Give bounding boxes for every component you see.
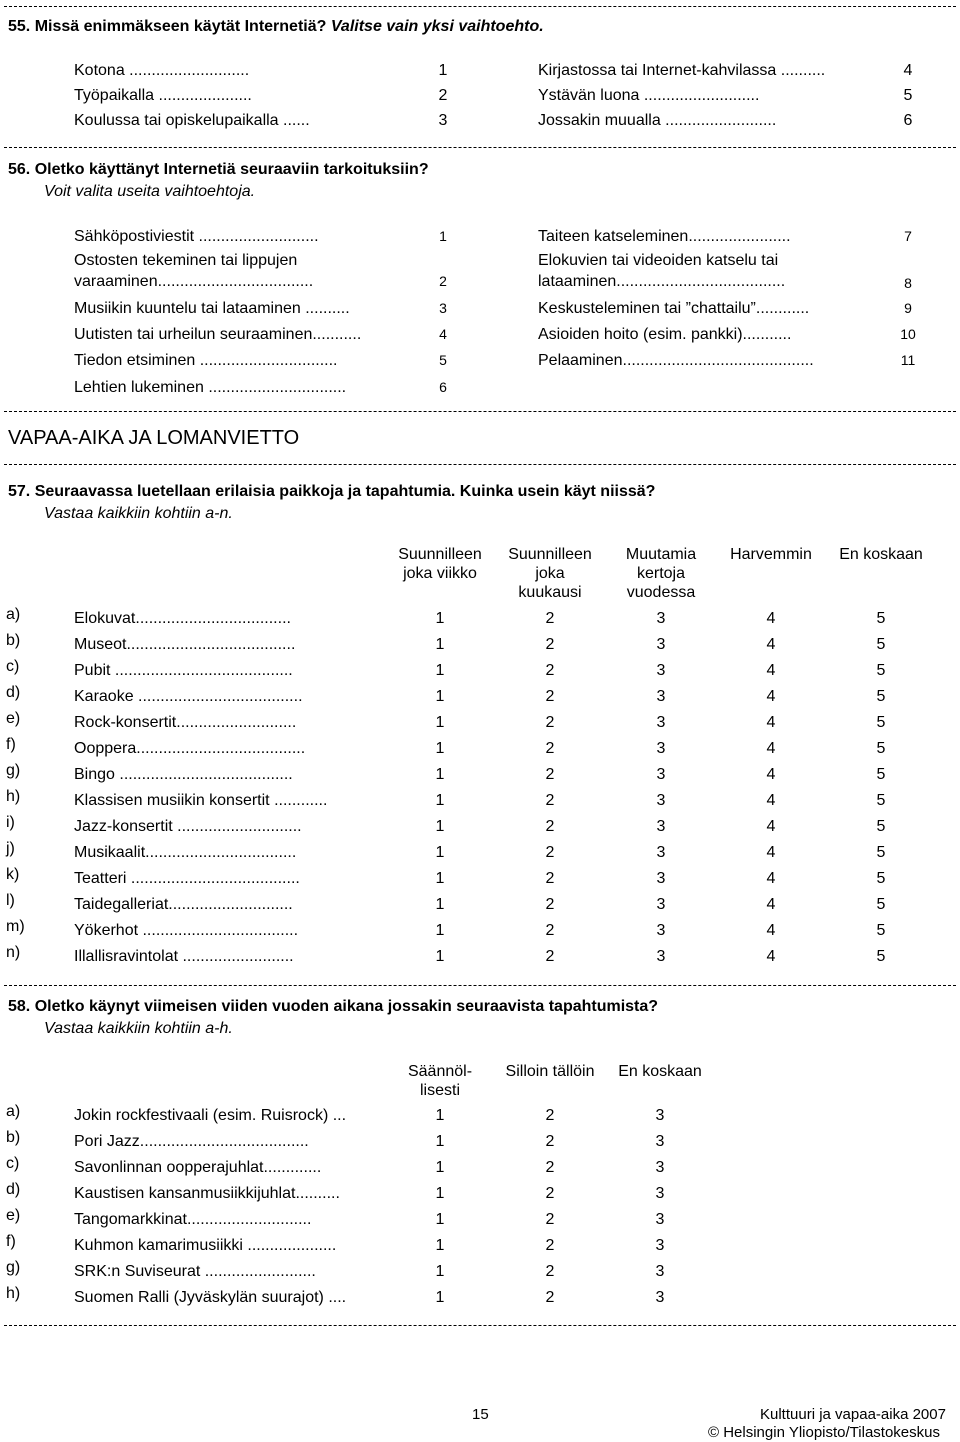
q56-option-code[interactable]: 5 [439, 352, 447, 368]
separator [4, 464, 956, 465]
answer-code[interactable]: 3 [656, 948, 666, 965]
q55-option-label: Kotona ........................... [74, 62, 250, 79]
answer-code[interactable]: 3 [655, 1237, 665, 1254]
q56-option-code[interactable]: 4 [439, 326, 447, 342]
column-header-line: Silloin tällöin [505, 1063, 595, 1080]
column-header-line: joka viikko [403, 565, 477, 582]
answer-code[interactable]: 4 [766, 818, 776, 835]
question-number: 55. [8, 18, 31, 35]
row-label: Teatteri ...................................... [74, 870, 300, 887]
answer-code[interactable]: 1 [435, 1237, 445, 1254]
row-letter: j) [6, 840, 15, 857]
column-header-line: En koskaan [618, 1063, 702, 1080]
row-letter: i) [6, 814, 15, 831]
q56-option-code[interactable]: 10 [900, 326, 916, 342]
answer-code[interactable]: 4 [766, 948, 776, 965]
answer-code[interactable]: 5 [876, 922, 886, 939]
row-letter: e) [6, 710, 21, 727]
answer-code[interactable]: 4 [766, 662, 776, 679]
row-letter: m) [6, 918, 25, 935]
answer-code[interactable]: 5 [876, 948, 886, 965]
column-header [605, 1062, 715, 1081]
answer-code[interactable]: 5 [876, 896, 886, 913]
row-label: Illallisravintolat ......................... [74, 948, 294, 965]
row-letter: a) [6, 606, 21, 623]
answer-code[interactable]: 4 [766, 766, 776, 783]
question-58-heading [8, 997, 658, 1016]
row-label: Kuhmon kamarimusiikki .................... [74, 1237, 337, 1254]
answer-code[interactable]: 2 [545, 1159, 555, 1176]
answer-code[interactable]: 5 [876, 844, 886, 861]
answer-code[interactable]: 1 [435, 740, 445, 757]
row-label: Ooppera...................................... [74, 740, 306, 757]
answer-code[interactable]: 2 [545, 922, 555, 939]
column-header-line: Suunnilleen [398, 546, 482, 563]
column-header-line: kuukausi [518, 584, 582, 601]
answer-code[interactable]: 4 [766, 792, 776, 809]
q55-option-code[interactable]: 3 [438, 112, 448, 129]
answer-code[interactable]: 3 [656, 688, 666, 705]
answer-code[interactable]: 2 [545, 662, 555, 679]
q56-option-label: Tiedon etsiminen ............................... [74, 352, 338, 369]
answer-code[interactable]: 5 [876, 740, 886, 757]
q56-option-code[interactable]: 11 [900, 352, 916, 368]
separator [4, 411, 956, 412]
row-label: Bingo ....................................... [74, 766, 293, 783]
row-letter: f) [6, 1233, 16, 1250]
row-label: Pubit ........................................ [74, 662, 293, 679]
answer-code[interactable]: 2 [545, 870, 555, 887]
answer-code[interactable]: 1 [435, 1211, 445, 1228]
q56-option-label: Taiteen katseleminen....................... [538, 228, 791, 245]
answer-code[interactable]: 5 [876, 818, 886, 835]
answer-code[interactable]: 1 [435, 818, 445, 835]
question-text: Oletko käynyt viimeisen viiden vuoden aikana jossakin seuraavista tapahtumista? [34, 998, 659, 1015]
answer-code[interactable]: 1 [435, 844, 445, 861]
row-label: Musikaalit.................................. [74, 844, 297, 861]
row-label: Jazz-konsertit ............................ [74, 818, 302, 835]
answer-code[interactable]: 4 [766, 844, 776, 861]
row-letter: h) [6, 1285, 21, 1302]
question-instruction: Valitse vain yksi vaihtoehto. [330, 18, 544, 35]
separator [4, 6, 956, 7]
column-header [826, 545, 936, 564]
row-label: Suomen Ralli (Jyväskylän suurajot) .... [74, 1289, 347, 1306]
answer-code[interactable]: 1 [435, 1185, 445, 1202]
row-letter: e) [6, 1207, 21, 1224]
column-header-line: kertoja [636, 565, 686, 582]
answer-code[interactable]: 3 [656, 792, 666, 809]
answer-code[interactable]: 1 [435, 636, 445, 653]
q56-option-label: Uutisten tai urheilun seuraaminen........... [74, 326, 362, 343]
row-letter: b) [6, 1129, 21, 1146]
answer-code[interactable]: 2 [545, 610, 555, 627]
answer-code[interactable]: 5 [876, 662, 886, 679]
row-label: Karaoke ..................................... [74, 688, 303, 705]
answer-code[interactable]: 2 [545, 740, 555, 757]
question-text: Oletko käyttänyt Internetiä seuraaviin tarkoituksiin? [34, 161, 429, 178]
answer-code[interactable]: 1 [435, 1107, 445, 1124]
q56-option-code[interactable]: 2 [439, 273, 447, 289]
answer-code[interactable]: 4 [766, 636, 776, 653]
row-label: Taidegalleriat............................ [74, 896, 293, 913]
q56-option-label: Lehtien lukeminen ............................... [74, 379, 347, 396]
q55-option-label: Jossakin muualla ......................... [538, 112, 777, 129]
q56-option-code[interactable]: 8 [904, 275, 912, 291]
page-number: 15 [472, 1406, 489, 1423]
column-header-line: lisesti [419, 1082, 460, 1099]
question-56-heading [8, 160, 429, 179]
q55-option-code[interactable]: 6 [903, 112, 913, 129]
answer-code[interactable]: 5 [876, 792, 886, 809]
answer-code[interactable]: 5 [876, 636, 886, 653]
column-header [485, 1062, 615, 1081]
row-letter: g) [6, 1259, 21, 1276]
row-label: SRK:n Suviseurat ......................... [74, 1263, 316, 1280]
answer-code[interactable]: 1 [435, 922, 445, 939]
question-instruction: Vastaa kaikkiin kohtiin a-h. [44, 1020, 233, 1037]
q56-option-label: Pelaaminen........................................... [538, 352, 814, 369]
row-letter: k) [6, 866, 20, 883]
copyright: © Helsingin Yliopisto/Tilastokeskus [708, 1424, 940, 1441]
column-header [606, 545, 716, 602]
separator [4, 147, 956, 148]
answer-code[interactable]: 2 [545, 766, 555, 783]
q56-option-code[interactable]: 1 [439, 228, 447, 244]
column-header [495, 545, 605, 602]
answer-code[interactable]: 1 [435, 610, 445, 627]
answer-code[interactable]: 5 [876, 610, 886, 627]
answer-code[interactable]: 2 [545, 792, 555, 809]
question-text: Missä enimmäkseen käytät Internetiä? [34, 18, 327, 35]
answer-code[interactable]: 1 [435, 896, 445, 913]
answer-code[interactable]: 1 [435, 1133, 445, 1150]
answer-code[interactable]: 4 [766, 714, 776, 731]
answer-code[interactable]: 3 [655, 1211, 665, 1228]
column-header [395, 1062, 485, 1100]
question-number: 58. [8, 998, 31, 1015]
answer-code[interactable]: 4 [766, 922, 776, 939]
q55-option-label: Kirjastossa tai Internet-kahvilassa .......... [538, 62, 826, 79]
q56-option-label: Elokuvien tai videoiden katselu tai [538, 252, 779, 269]
answer-code[interactable]: 5 [876, 870, 886, 887]
answer-code[interactable]: 5 [876, 766, 886, 783]
answer-code[interactable]: 2 [545, 1185, 555, 1202]
answer-code[interactable]: 2 [545, 1263, 555, 1280]
answer-code[interactable]: 1 [435, 1263, 445, 1280]
publication-title: Kulttuuri ja vapaa-aika 2007 [760, 1406, 946, 1423]
q56-option-code[interactable]: 6 [439, 379, 447, 395]
row-letter: a) [6, 1103, 21, 1120]
answer-code[interactable]: 1 [435, 1289, 445, 1306]
answer-code[interactable]: 3 [655, 1185, 665, 1202]
column-header-line: Harvemmin [730, 546, 812, 563]
answer-code[interactable]: 2 [545, 844, 555, 861]
q55-option-label: Ystävän luona .......................... [538, 87, 760, 104]
q55-option-code[interactable]: 4 [903, 62, 913, 79]
q55-option-code[interactable]: 2 [438, 87, 448, 104]
answer-code[interactable]: 3 [656, 610, 666, 627]
answer-code[interactable]: 3 [655, 1263, 665, 1280]
row-letter: l) [6, 892, 15, 909]
row-letter: c) [6, 658, 20, 675]
row-letter: d) [6, 684, 21, 701]
column-header-line: Säännöl- [407, 1063, 473, 1080]
column-header [385, 545, 495, 583]
q55-option-code[interactable]: 5 [903, 87, 913, 104]
q56-option-code[interactable]: 7 [904, 228, 912, 244]
row-label: Rock-konsertit........................... [74, 714, 297, 731]
q55-option-label: Työpaikalla ..................... [74, 87, 252, 104]
answer-code[interactable]: 4 [766, 610, 776, 627]
answer-code[interactable]: 2 [545, 948, 555, 965]
answer-code[interactable]: 2 [545, 636, 555, 653]
row-label: Yökerhot ................................... [74, 922, 299, 939]
column-header-line: joka [535, 565, 565, 582]
question-text: Seuraavassa luetellaan erilaisia paikkoja ja tapahtumia. Kuinka usein käyt niissä? [34, 483, 656, 500]
column-header-line: vuodessa [626, 584, 696, 601]
answer-code[interactable]: 3 [656, 740, 666, 757]
q56-option-label: Ostosten tekeminen tai lippujen [74, 252, 298, 269]
answer-code[interactable]: 3 [656, 766, 666, 783]
q56-option-label: Keskusteleminen tai ”chattailu”............ [538, 300, 810, 317]
answer-code[interactable]: 2 [545, 1289, 555, 1306]
q56-option-label: Asioiden hoito (esim. pankki)........... [538, 326, 792, 343]
question-number: 57. [8, 483, 31, 500]
answer-code[interactable]: 5 [876, 688, 886, 705]
section-title: VAPAA-AIKA JA LOMANVIETTO [8, 427, 300, 449]
row-label: Museot...................................... [74, 636, 296, 653]
answer-code[interactable]: 1 [435, 688, 445, 705]
answer-code[interactable]: 2 [545, 1237, 555, 1254]
row-label: Kaustisen kansanmusiikkijuhlat.......... [74, 1185, 340, 1202]
q55-option-label: Koulussa tai opiskelupaikalla ...... [74, 112, 310, 129]
question-number: 56. [8, 161, 31, 178]
answer-code[interactable]: 1 [435, 792, 445, 809]
answer-code[interactable]: 3 [656, 844, 666, 861]
answer-code[interactable]: 1 [435, 714, 445, 731]
answer-code[interactable]: 4 [766, 688, 776, 705]
answer-code[interactable]: 3 [656, 714, 666, 731]
row-letter: n) [6, 944, 21, 961]
answer-code[interactable]: 1 [435, 948, 445, 965]
answer-code[interactable]: 3 [655, 1107, 665, 1124]
row-letter: h) [6, 788, 21, 805]
q55-option-code[interactable]: 1 [438, 62, 448, 79]
answer-code[interactable]: 3 [656, 636, 666, 653]
row-label: Tangomarkkinat............................ [74, 1211, 312, 1228]
answer-code[interactable]: 3 [656, 870, 666, 887]
row-label: Klassisen musiikin konsertit ............ [74, 792, 328, 809]
answer-code[interactable]: 2 [545, 688, 555, 705]
answer-code[interactable]: 3 [655, 1133, 665, 1150]
question-57-heading [8, 482, 655, 501]
answer-code[interactable]: 5 [876, 714, 886, 731]
answer-code[interactable]: 1 [435, 662, 445, 679]
q56-option-code[interactable]: 3 [439, 300, 447, 316]
question-55-heading [8, 17, 544, 36]
answer-code[interactable]: 3 [655, 1159, 665, 1176]
answer-code[interactable]: 1 [435, 1159, 445, 1176]
row-label: Savonlinnan oopperajuhlat............. [74, 1159, 322, 1176]
question-instruction: Voit valita useita vaihtoehtoja. [44, 183, 256, 200]
column-header [716, 545, 826, 564]
answer-code[interactable]: 2 [545, 1211, 555, 1228]
answer-code[interactable]: 3 [656, 922, 666, 939]
answer-code[interactable]: 2 [545, 896, 555, 913]
row-letter: c) [6, 1155, 20, 1172]
row-label: Elokuvat................................... [74, 610, 291, 627]
row-letter: d) [6, 1181, 21, 1198]
answer-code[interactable]: 4 [766, 896, 776, 913]
column-header-line: Muutamia [625, 546, 697, 563]
column-header-line: En koskaan [839, 546, 923, 563]
row-letter: b) [6, 632, 21, 649]
q56-option-code[interactable]: 9 [904, 300, 912, 316]
answer-code[interactable]: 3 [656, 662, 666, 679]
separator [4, 1325, 956, 1326]
q56-option-label: Sähköpostiviestit ........................... [74, 228, 319, 245]
q56-option-label: varaaminen................................... [74, 273, 314, 290]
answer-code[interactable]: 4 [766, 870, 776, 887]
answer-code[interactable]: 1 [435, 766, 445, 783]
answer-code[interactable]: 2 [545, 714, 555, 731]
row-label: Pori Jazz...................................... [74, 1133, 309, 1150]
question-instruction: Vastaa kaikkiin kohtiin a-n. [44, 505, 233, 522]
answer-code[interactable]: 3 [656, 896, 666, 913]
answer-code[interactable]: 2 [545, 818, 555, 835]
separator [4, 985, 956, 986]
answer-code[interactable]: 1 [435, 870, 445, 887]
column-header-line: Suunnilleen [508, 546, 592, 563]
answer-code[interactable]: 2 [545, 1133, 555, 1150]
row-letter: f) [6, 736, 16, 753]
q56-option-label: lataaminen...................................... [538, 273, 786, 290]
answer-code[interactable]: 3 [655, 1289, 665, 1306]
row-letter: g) [6, 762, 21, 779]
q56-option-label: Musiikin kuuntelu tai lataaminen .......... [74, 300, 350, 317]
answer-code[interactable]: 2 [545, 1107, 555, 1124]
answer-code[interactable]: 3 [656, 818, 666, 835]
row-label: Jokin rockfestivaali (esim. Ruisrock) ... [74, 1107, 347, 1124]
answer-code[interactable]: 4 [766, 740, 776, 757]
